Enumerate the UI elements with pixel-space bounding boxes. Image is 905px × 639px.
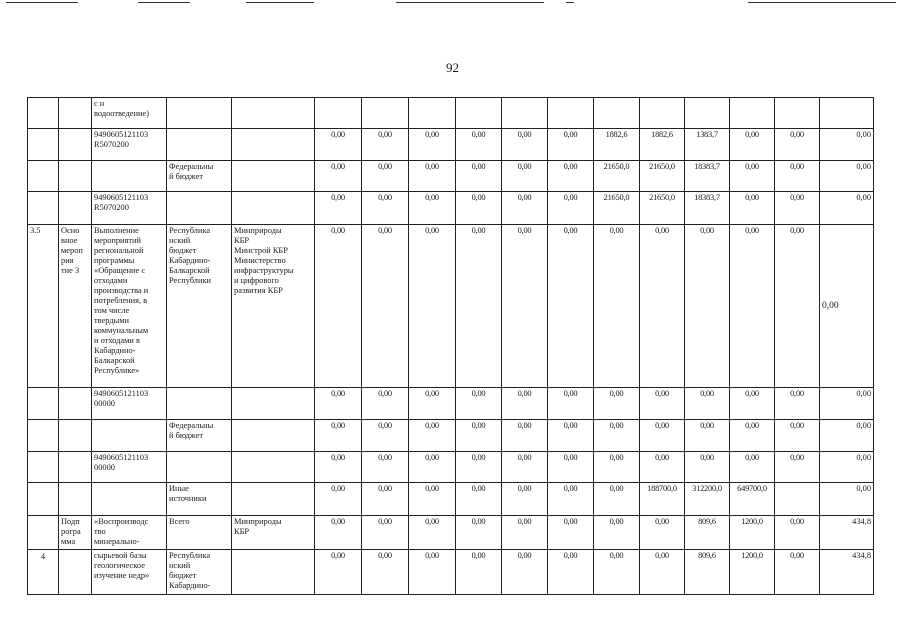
amount-cell: 21650,0 (640, 161, 685, 192)
amount-cell: 0,00 (775, 225, 820, 388)
amount-cell: 0,00 (775, 550, 820, 595)
amount-cell: 0,00 (456, 452, 502, 483)
amount-cell: 0,00 (409, 452, 456, 483)
scan-artifact-line (6, 2, 78, 3)
amount-cell: 0,00 (502, 516, 548, 550)
source-cell: Всего (167, 516, 232, 550)
amount-cell: 0,00 (456, 192, 502, 225)
amount-cell: 0,00 (548, 550, 594, 595)
amount-cell: 21650,0 (640, 192, 685, 225)
table-row (28, 483, 874, 516)
total-cell: 434,8 (820, 550, 874, 595)
amount-cell: 0,00 (640, 550, 685, 595)
type-cell (59, 452, 92, 483)
amount-cell (548, 98, 594, 129)
source-cell: Федеральны й бюджет (167, 161, 232, 192)
amount-cell: 0,00 (315, 161, 362, 192)
table-row (28, 225, 874, 388)
amount-cell: 0,00 (409, 225, 456, 388)
type-cell (59, 161, 92, 192)
name-cell: 9490605121103 R5070200 (92, 129, 167, 161)
amount-cell: 0,00 (594, 516, 640, 550)
executor-cell: Минприроды КБР (232, 516, 315, 550)
amount-cell: 0,00 (409, 550, 456, 595)
amount-cell: 0,00 (730, 388, 775, 420)
amount-cell (775, 98, 820, 129)
table-row (28, 129, 874, 161)
amount-cell: 0,00 (315, 129, 362, 161)
amount-cell: 0,00 (315, 516, 362, 550)
amount-cell: 0,00 (362, 550, 409, 595)
executor-cell (232, 420, 315, 452)
row-number-cell (28, 161, 59, 192)
source-cell: Республика нский бюджет Кабардино- Балкарской Республики (167, 225, 232, 388)
source-cell: Иные источники (167, 483, 232, 516)
scan-artifact-line (246, 2, 314, 3)
amount-cell: 0,00 (409, 483, 456, 516)
amount-cell: 0,00 (362, 516, 409, 550)
amount-cell: 0,00 (456, 388, 502, 420)
amount-cell: 0,00 (548, 452, 594, 483)
row-number-cell (28, 452, 59, 483)
source-cell (167, 388, 232, 420)
amount-cell: 312200,0 (685, 483, 730, 516)
type-cell (59, 550, 92, 595)
amount-cell: 0,00 (456, 420, 502, 452)
source-cell (167, 452, 232, 483)
amount-cell: 0,00 (730, 225, 775, 388)
amount-cell: 0,00 (502, 452, 548, 483)
amount-cell: 18383,7 (685, 192, 730, 225)
amount-cell (456, 98, 502, 129)
amount-cell: 0,00 (640, 516, 685, 550)
table-row (28, 192, 874, 225)
name-cell: сырьевой базы геологическое изучение недр» (92, 550, 167, 595)
amount-cell: 0,00 (640, 225, 685, 388)
total-cell: 0,00 (820, 129, 874, 161)
type-cell (59, 192, 92, 225)
executor-cell (232, 192, 315, 225)
amount-cell: 0,00 (362, 129, 409, 161)
name-cell (92, 420, 167, 452)
name-cell: 9490605121103 00000 (92, 388, 167, 420)
amount-cell: 0,00 (548, 129, 594, 161)
name-cell (92, 161, 167, 192)
amount-cell: 0,00 (315, 388, 362, 420)
name-cell: 9490605121103 00000 (92, 452, 167, 483)
amount-cell: 0,00 (685, 388, 730, 420)
amount-cell (409, 98, 456, 129)
name-cell: 9490605121103 R5070200 (92, 192, 167, 225)
amount-cell: 0,00 (502, 129, 548, 161)
amount-cell: 0,00 (315, 550, 362, 595)
amount-cell: 0,00 (409, 192, 456, 225)
amount-cell: 0,00 (685, 420, 730, 452)
total-cell: 0,00 (820, 388, 874, 420)
row-number-cell (28, 98, 59, 129)
amount-cell: 0,00 (548, 161, 594, 192)
budget-table (27, 97, 874, 595)
amount-cell: 0,00 (548, 483, 594, 516)
total-cell: 0,00 (820, 192, 874, 225)
name-cell: с н водоотведение) (92, 98, 167, 129)
amount-cell: 0,00 (409, 129, 456, 161)
amount-cell: 0,00 (594, 420, 640, 452)
type-cell (59, 388, 92, 420)
amount-cell: 0,00 (730, 129, 775, 161)
amount-cell: 0,00 (594, 483, 640, 516)
amount-cell: 0,00 (409, 161, 456, 192)
amount-cell: 0,00 (456, 550, 502, 595)
amount-cell: 0,00 (640, 388, 685, 420)
amount-cell: 0,00 (456, 483, 502, 516)
amount-cell: 0,00 (315, 225, 362, 388)
amount-cell (502, 98, 548, 129)
amount-cell: 188700,0 (640, 483, 685, 516)
amount-cell: 1200,0 (730, 550, 775, 595)
table-row (28, 420, 874, 452)
amount-cell: 0,00 (456, 129, 502, 161)
type-cell (59, 129, 92, 161)
table-row (28, 388, 874, 420)
amount-cell: 0,00 (502, 192, 548, 225)
amount-cell: 0,00 (775, 516, 820, 550)
amount-cell (685, 98, 730, 129)
page-number: 92 (446, 60, 459, 75)
amount-cell: 0,00 (315, 192, 362, 225)
source-cell: Федеральны й бюджет (167, 420, 232, 452)
table-row (28, 98, 874, 129)
amount-cell (594, 98, 640, 129)
scan-artifact-line (138, 2, 190, 3)
amount-cell: 0,00 (640, 420, 685, 452)
total-cell: 0,00 (820, 420, 874, 452)
type-cell: Осно вное мероп рия тие 3 (59, 225, 92, 388)
table-row (28, 516, 874, 550)
amount-cell: 0,00 (640, 452, 685, 483)
executor-cell: Минприроды КБР Минстрой КБР Министерство инфраструктуры и цифрового развития КБР (232, 225, 315, 388)
amount-cell: 0,00 (730, 452, 775, 483)
source-cell (167, 192, 232, 225)
scan-artifact-line (748, 2, 896, 3)
amount-cell: 0,00 (362, 483, 409, 516)
amount-cell (730, 98, 775, 129)
amount-cell: 0,00 (594, 388, 640, 420)
amount-cell: 0,00 (502, 388, 548, 420)
total-cell: 0,00 (820, 225, 874, 388)
amount-cell: 0,00 (502, 550, 548, 595)
amount-cell: 0,00 (730, 192, 775, 225)
amount-cell: 0,00 (362, 388, 409, 420)
total-cell: 0,00 (820, 483, 874, 516)
total-cell: 434,8 (820, 516, 874, 550)
amount-cell: 0,00 (409, 420, 456, 452)
executor-cell (232, 388, 315, 420)
executor-cell (232, 98, 315, 129)
amount-cell: 0,00 (548, 420, 594, 452)
amount-cell: 0,00 (502, 225, 548, 388)
amount-cell: 809,6 (685, 550, 730, 595)
amount-cell: 0,00 (315, 452, 362, 483)
amount-cell: 0,00 (775, 420, 820, 452)
amount-cell: 0,00 (548, 516, 594, 550)
source-cell (167, 98, 232, 129)
amount-cell: 0,00 (456, 161, 502, 192)
amount-cell: 0,00 (594, 225, 640, 388)
amount-cell: 21650,0 (594, 161, 640, 192)
amount-cell: 0,00 (730, 161, 775, 192)
row-number-cell: 4 (28, 550, 59, 595)
table-row (28, 161, 874, 192)
amount-cell: 0,00 (362, 192, 409, 225)
amount-cell: 18383,7 (685, 161, 730, 192)
amount-cell: 0,00 (315, 420, 362, 452)
amount-cell: 809,6 (685, 516, 730, 550)
amount-cell: 0,00 (775, 192, 820, 225)
source-cell (167, 129, 232, 161)
amount-cell: 1882,6 (640, 129, 685, 161)
amount-cell: 0,00 (775, 129, 820, 161)
amount-cell: 0,00 (548, 192, 594, 225)
amount-cell: 0,00 (362, 452, 409, 483)
amount-cell: 0,00 (502, 420, 548, 452)
executor-cell (232, 452, 315, 483)
amount-cell: 0,00 (775, 452, 820, 483)
amount-cell: 0,00 (362, 161, 409, 192)
amount-cell: 0,00 (502, 483, 548, 516)
executor-cell (232, 129, 315, 161)
row-number-cell (28, 420, 59, 452)
amount-cell: 0,00 (548, 225, 594, 388)
amount-cell: 0,00 (548, 388, 594, 420)
amount-cell: 0,00 (362, 420, 409, 452)
table-row (28, 452, 874, 483)
amount-cell (362, 98, 409, 129)
scan-artifact-line (566, 2, 574, 3)
amount-cell: 0,00 (362, 225, 409, 388)
amount-cell: 0,00 (775, 388, 820, 420)
executor-cell (232, 161, 315, 192)
amount-cell: 1200,0 (730, 516, 775, 550)
amount-cell: 0,00 (730, 420, 775, 452)
scan-artifact-line (396, 2, 544, 3)
executor-cell (232, 483, 315, 516)
row-number-cell: 3.5 (28, 225, 59, 388)
row-number-cell (28, 129, 59, 161)
type-cell (59, 483, 92, 516)
source-cell: Республика нский бюджет Кабардино- (167, 550, 232, 595)
row-number-cell (28, 192, 59, 225)
amount-cell: 1383,7 (685, 129, 730, 161)
amount-cell (775, 483, 820, 516)
type-cell (59, 98, 92, 129)
amount-cell: 1882,6 (594, 129, 640, 161)
amount-cell: 21650,0 (594, 192, 640, 225)
amount-cell: 649700,0 (730, 483, 775, 516)
amount-cell: 0,00 (775, 161, 820, 192)
amount-cell: 0,00 (409, 388, 456, 420)
name-cell: Выполнение мероприятий региональной программы «Обращение с отходами производства и потребления, в том числе твердыми коммунальным и отходами в Кабардино- Балкарской Республике» (92, 225, 167, 388)
table-body (28, 98, 874, 595)
amount-cell: 0,00 (502, 161, 548, 192)
type-cell (59, 420, 92, 452)
total-cell (820, 98, 874, 129)
amount-cell (315, 98, 362, 129)
amount-cell: 0,00 (594, 452, 640, 483)
amount-cell: 0,00 (315, 483, 362, 516)
amount-cell: 0,00 (685, 225, 730, 388)
row-number-cell (28, 483, 59, 516)
type-cell: Подп рогра мма (59, 516, 92, 550)
amount-cell: 0,00 (685, 452, 730, 483)
row-number-cell (28, 516, 59, 550)
amount-cell: 0,00 (456, 516, 502, 550)
name-cell: «Воспроизводс тво минерально- (92, 516, 167, 550)
amount-cell: 0,00 (594, 550, 640, 595)
total-cell: 0,00 (820, 161, 874, 192)
amount-cell (640, 98, 685, 129)
name-cell (92, 483, 167, 516)
amount-cell: 0,00 (456, 225, 502, 388)
total-cell: 0,00 (820, 452, 874, 483)
executor-cell (232, 550, 315, 595)
table-row (28, 550, 874, 595)
amount-cell: 0,00 (409, 516, 456, 550)
row-number-cell (28, 388, 59, 420)
